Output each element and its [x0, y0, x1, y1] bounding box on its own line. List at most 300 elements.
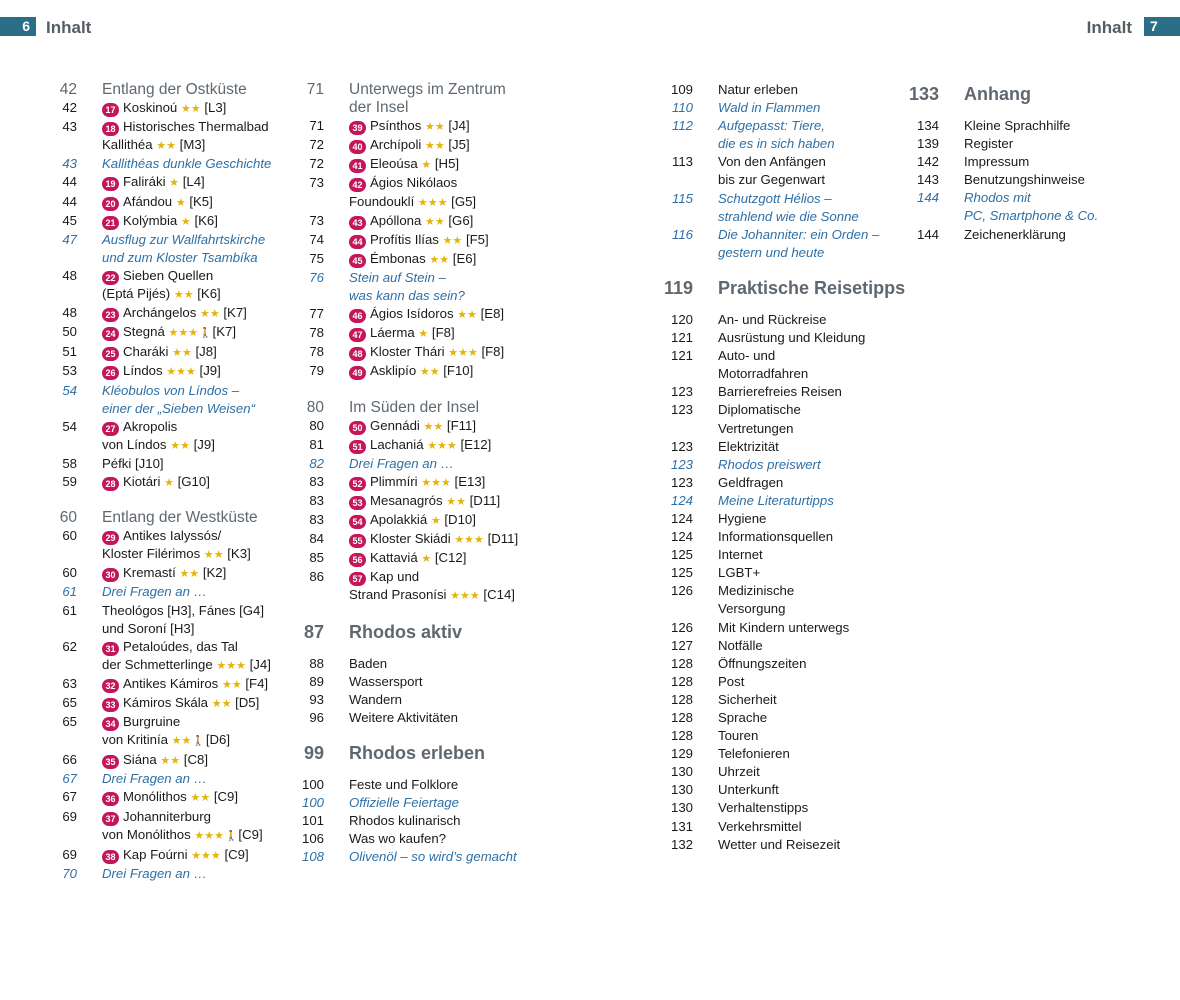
toc-entry — [300, 492, 550, 511]
entry-title — [102, 731, 296, 751]
rating-stars-icon: ★★★ — [216, 659, 246, 672]
toc-entry — [300, 436, 550, 455]
entry-title — [349, 362, 550, 381]
toc-entry — [664, 383, 904, 401]
page-number: 113 — [671, 154, 693, 170]
map-grid-reference: [F11] — [443, 417, 477, 433]
page-number: 89 — [309, 673, 324, 689]
entry-title — [102, 620, 296, 638]
entry-text: Barrierefreies Reisen — [718, 384, 842, 400]
entry-title — [102, 846, 296, 865]
toc-entry — [664, 691, 904, 709]
map-grid-reference: [E12] — [456, 436, 492, 452]
entry-title — [102, 231, 296, 249]
entry-title — [102, 155, 296, 173]
toc-entry — [905, 171, 1155, 189]
entry-title — [718, 600, 904, 618]
entry-text: Zeichenerklärung — [964, 226, 1066, 242]
entry-text: Antikes Ialyssós/ — [123, 528, 222, 544]
entry-text: Hygiene — [718, 510, 767, 526]
sight-number-badge: 57 — [349, 572, 366, 586]
entry-text: Internet — [718, 547, 763, 563]
page-number: 80 — [306, 398, 324, 416]
sight-number-badge: 25 — [102, 347, 119, 361]
page-number: 58 — [62, 455, 77, 471]
section-spacer — [300, 727, 550, 742]
page-number: 83 — [309, 512, 324, 528]
entry-title — [349, 530, 550, 549]
toc-section-heading — [300, 742, 550, 764]
map-grid-reference: [L4] — [179, 174, 205, 190]
rating-stars-icon: ★★ — [170, 439, 190, 452]
entry-text: und zum Kloster Tsambíka — [102, 249, 258, 265]
rating-stars-icon: ★★ — [429, 253, 450, 266]
entry-title — [102, 455, 296, 473]
entry-title — [718, 208, 904, 226]
map-grid-reference: [K3] — [223, 546, 251, 562]
page-number: 128 — [670, 655, 693, 671]
page-number: 101 — [301, 813, 324, 829]
entry-text: Monólithos — [123, 789, 187, 805]
entry-title — [349, 473, 550, 492]
rating-stars-icon: ★★ — [211, 698, 232, 710]
map-grid-reference: [K7] — [219, 305, 247, 321]
toc-entry — [664, 836, 904, 854]
entry-title — [349, 212, 550, 231]
map-grid-reference: [J9] — [189, 436, 215, 452]
toc-column-3 — [664, 81, 904, 854]
sight-number-badge: 52 — [349, 477, 366, 491]
section-spacer — [905, 105, 1155, 117]
toc-entry — [664, 153, 904, 171]
entry-title — [718, 673, 904, 691]
entry-title — [349, 794, 550, 812]
rating-stars-icon: ★★ — [179, 568, 200, 581]
entry-title — [718, 329, 904, 347]
sight-number-badge: 27 — [102, 422, 119, 436]
toc-entry — [56, 545, 296, 564]
toc-entry — [664, 673, 904, 691]
entry-text: Sieben Quellen — [123, 267, 214, 283]
toc-entry — [56, 620, 296, 638]
entry-title — [718, 438, 904, 456]
entry-title — [102, 304, 296, 323]
rating-stars-icon: ★ — [418, 328, 429, 341]
toc-entry — [664, 456, 904, 474]
toc-entry — [300, 305, 550, 324]
entry-text: Ausflug zur Wallfahrtskirche — [102, 231, 266, 247]
entry-title — [718, 171, 904, 189]
page-number: 134 — [916, 118, 939, 133]
page-number: 43 — [62, 119, 77, 135]
page-number: 65 — [62, 714, 77, 730]
entry-text: Kap und — [370, 569, 420, 585]
toc-entry — [664, 582, 904, 600]
entry-text: Informationsquellen — [718, 529, 834, 545]
page-number: 69 — [62, 808, 77, 824]
toc-column-4 — [905, 83, 1155, 244]
left-page-number-tab — [0, 17, 36, 36]
page-number: 60 — [59, 509, 77, 527]
entry-title — [102, 656, 296, 675]
entry-title — [964, 153, 1155, 171]
entry-title — [718, 311, 904, 329]
page-number: 125 — [670, 547, 693, 563]
page-number: 96 — [309, 709, 324, 725]
map-grid-reference: [D5] — [231, 695, 260, 710]
entry-text: Wald in Flammen — [718, 100, 821, 116]
rating-stars-icon: ★★ — [424, 140, 445, 153]
entry-text: die es in sich haben — [718, 136, 835, 152]
entry-text: (Eptá Pijés) — [102, 286, 171, 302]
entry-title — [718, 619, 904, 637]
entry-title — [102, 81, 296, 99]
map-grid-reference: [C8] — [180, 752, 208, 768]
entry-text: Unterwegs im Zentrum — [349, 81, 506, 98]
sight-number-badge: 21 — [102, 216, 119, 230]
entry-text: Olivenöl – so wird’s gemacht — [349, 849, 517, 865]
page-number: 73 — [309, 212, 324, 228]
toc-entry — [56, 731, 296, 751]
sight-number-badge: 40 — [349, 140, 366, 154]
rating-stars-icon: ★★ — [442, 234, 463, 247]
entry-title — [718, 781, 904, 799]
page-number: 76 — [309, 269, 324, 285]
entry-title — [964, 135, 1155, 153]
toc-entry — [300, 549, 550, 568]
page-number: 79 — [309, 363, 324, 379]
toc-entry — [664, 81, 904, 99]
toc-entry — [56, 656, 296, 675]
rating-stars-icon: ★★★ — [191, 849, 221, 862]
toc-entry — [664, 492, 904, 510]
entry-text: Telefonieren — [718, 746, 790, 762]
page-number: 106 — [301, 831, 324, 847]
map-grid-reference: [K6] — [190, 212, 218, 228]
page-number: 85 — [309, 550, 324, 566]
toc-entry — [300, 812, 550, 830]
entry-text: Was wo kaufen? — [349, 831, 446, 847]
toc-entry — [56, 751, 296, 770]
toc-entry — [56, 583, 296, 601]
entry-text: Stegná — [123, 324, 165, 340]
entry-text: Láerma — [370, 325, 415, 341]
entry-text: Rhodos erleben — [349, 742, 486, 763]
entry-text: Uhrzeit — [718, 764, 760, 780]
toc-entry — [56, 638, 296, 656]
entry-title — [349, 174, 550, 192]
toc-entry — [56, 527, 296, 545]
toc-entry — [664, 401, 904, 419]
rating-stars-icon: ★★★ — [194, 829, 224, 842]
entry-title — [349, 287, 550, 305]
entry-title — [102, 418, 296, 436]
entry-title — [102, 382, 296, 400]
page-number: 133 — [908, 84, 939, 104]
right-page-number: 7 — [1150, 18, 1158, 34]
toc-entry — [664, 474, 904, 492]
page-number: 129 — [670, 746, 693, 762]
entry-title — [102, 118, 296, 136]
rating-stars-icon: ★★★ — [421, 476, 451, 489]
toc-entry — [56, 304, 296, 323]
rating-stars-icon: ★★ — [419, 366, 440, 379]
entry-text: Charáki — [123, 344, 169, 360]
entry-title — [102, 602, 296, 620]
page-number: 86 — [309, 569, 324, 585]
entry-text: Wetter und Reisezeit — [718, 836, 841, 852]
toc-entry — [300, 794, 550, 812]
map-grid-reference: [K7] — [212, 324, 236, 340]
toc-entry — [300, 250, 550, 269]
rating-stars-icon: ★★ — [160, 755, 181, 768]
rating-stars-icon: ★★★ — [427, 439, 457, 452]
page-number: 81 — [309, 436, 324, 452]
toc-entry — [664, 420, 904, 438]
page-number: 119 — [664, 277, 694, 298]
toc-entry — [56, 808, 296, 826]
entry-text: strahlend wie die Sonne — [718, 208, 859, 224]
entry-title — [964, 171, 1155, 189]
toc-entry — [300, 287, 550, 305]
entry-text: Foundouklí — [349, 193, 415, 209]
entry-title — [102, 509, 296, 527]
sight-number-badge: 48 — [349, 347, 366, 361]
entry-text: Strand Prasonísi — [349, 587, 447, 603]
toc-entry — [664, 438, 904, 456]
entry-text: Afándou — [123, 193, 173, 209]
toc-entry — [300, 568, 550, 586]
page-number: 77 — [309, 306, 324, 322]
sight-number-badge: 18 — [102, 122, 119, 136]
map-grid-reference: [F5] — [462, 231, 489, 247]
entry-text: Wassersport — [349, 673, 423, 689]
entry-text: Eleoúsa — [370, 156, 418, 172]
entry-title — [102, 267, 296, 285]
sight-number-badge: 17 — [102, 103, 119, 117]
toc-section-heading — [300, 99, 550, 117]
page-number: 130 — [670, 800, 693, 816]
entry-text: von Líndos — [102, 436, 167, 452]
entry-title — [102, 193, 296, 212]
entry-text: Drei Fragen an … — [102, 771, 207, 787]
entry-text: Líndos — [123, 363, 163, 379]
entry-title — [718, 655, 904, 673]
entry-text: Kléobulos von Líndos – — [102, 382, 240, 398]
entry-title — [718, 383, 904, 401]
entry-text: Psínthos — [370, 118, 422, 134]
toc-section-heading — [56, 81, 296, 99]
page-number: 65 — [62, 695, 77, 710]
entry-title — [349, 691, 550, 709]
toc-section-heading — [300, 399, 550, 417]
toc-entry — [300, 530, 550, 549]
entry-text: Ágios Isídoros — [370, 306, 454, 322]
entry-title — [102, 694, 296, 713]
toc-entry — [664, 546, 904, 564]
rating-stars-icon: ★★★ — [168, 327, 199, 340]
entry-text: Kremastí — [123, 565, 176, 581]
map-grid-reference: [F10] — [439, 363, 474, 379]
entry-text: Archípoli — [370, 137, 422, 153]
entry-text: Kámiros Skála — [123, 695, 209, 710]
entry-title — [718, 510, 904, 528]
rating-stars-icon: ★★ — [203, 549, 224, 562]
entry-text: Touren — [718, 728, 759, 744]
page-number: 108 — [301, 849, 324, 865]
entry-text: Apolakkiá — [370, 512, 428, 528]
rating-stars-icon: ★★ — [221, 678, 242, 691]
page-number: 78 — [309, 325, 324, 341]
page-number: 70 — [62, 865, 77, 881]
map-grid-reference: [E13] — [450, 473, 486, 489]
sight-number-badge: 20 — [102, 197, 119, 211]
entry-title — [102, 564, 296, 583]
map-grid-reference: [L3] — [200, 100, 227, 116]
rating-stars-icon: ★★ — [425, 121, 445, 134]
toc-entry — [905, 189, 1155, 207]
entry-text: Impressum — [964, 154, 1030, 170]
entry-text: Kiotári — [123, 473, 161, 489]
sight-number-badge: 39 — [349, 121, 366, 135]
entry-title — [102, 173, 296, 192]
entry-title — [718, 745, 904, 763]
toc-section-heading — [300, 621, 550, 643]
entry-text: Lachaniá — [370, 436, 424, 452]
page-number: 123 — [670, 384, 693, 400]
entry-text: Unterkunft — [718, 782, 779, 798]
entry-text: Burgruine — [123, 714, 181, 730]
toc-entry — [56, 173, 296, 192]
page-number: 128 — [670, 673, 693, 689]
entry-text: Im Süden der Insel — [349, 398, 480, 416]
toc-entry — [300, 473, 550, 492]
sight-number-badge: 36 — [102, 792, 119, 806]
entry-text: Weitere Aktivitäten — [349, 709, 458, 725]
toc-entry — [56, 323, 296, 343]
toc-entry — [56, 136, 296, 155]
entry-text: von Kritinía — [102, 732, 168, 748]
page-number: 131 — [670, 818, 693, 834]
entry-title — [718, 564, 904, 582]
toc-entry — [664, 510, 904, 528]
page-number: 78 — [309, 344, 324, 360]
toc-entry — [300, 231, 550, 250]
rating-stars-icon: ★ — [169, 177, 180, 190]
hiking-person-icon: 🚶 — [224, 830, 238, 842]
rating-stars-icon: ★★ — [180, 103, 201, 116]
toc-entry — [300, 586, 550, 605]
entry-title — [102, 865, 296, 883]
toc-entry — [56, 400, 296, 418]
entry-text: Benutzungshinweise — [964, 172, 1085, 188]
toc-entry — [664, 818, 904, 836]
entry-title — [102, 362, 296, 381]
entry-title — [718, 492, 904, 510]
page-number: 128 — [670, 728, 693, 744]
toc-entry — [56, 675, 296, 694]
entry-title — [349, 511, 550, 530]
page-number: 144 — [916, 226, 939, 242]
page-number: 60 — [62, 565, 77, 581]
entry-title — [718, 836, 904, 854]
section-spacer — [300, 764, 550, 776]
toc-entry — [664, 655, 904, 673]
rating-stars-icon: ★ — [164, 476, 174, 489]
toc-entry — [905, 135, 1155, 153]
entry-title — [349, 673, 550, 691]
sight-number-badge: 45 — [349, 254, 366, 268]
entry-title — [718, 727, 904, 745]
entry-text: Akropolis — [123, 418, 178, 434]
rating-stars-icon: ★ — [421, 159, 432, 172]
page-number: 126 — [670, 619, 693, 635]
toc-entry — [56, 231, 296, 249]
entry-title — [102, 323, 296, 343]
entry-title — [102, 285, 296, 304]
toc-entry — [300, 655, 550, 673]
entry-text: Ágios Nikólaos — [370, 175, 458, 191]
page-number: 124 — [670, 510, 693, 526]
page-number: 143 — [916, 172, 939, 188]
entry-title — [349, 117, 550, 136]
toc-entry — [664, 190, 904, 208]
entry-title — [349, 324, 550, 343]
entry-title — [718, 81, 904, 99]
page-number: 87 — [303, 621, 324, 642]
entry-text: Kloster Skiádi — [370, 531, 451, 547]
toc-entry — [56, 694, 296, 713]
page-number: 62 — [62, 638, 77, 654]
toc-entry — [56, 826, 296, 846]
sight-number-badge: 47 — [349, 328, 366, 342]
entry-text: Verhaltenstipps — [718, 800, 809, 816]
toc-entry — [56, 362, 296, 381]
entry-title — [718, 709, 904, 727]
toc-entry — [664, 99, 904, 117]
entry-text: Post — [718, 673, 745, 689]
entry-title — [102, 343, 296, 362]
entry-text: Schutzgott Hélios – — [718, 190, 832, 206]
page-number: 67 — [62, 771, 77, 787]
entry-text: Mit Kindern unterwegs — [718, 619, 850, 635]
toc-entry — [664, 365, 904, 383]
page-number: 123 — [670, 456, 693, 472]
map-grid-reference: [E6] — [449, 250, 477, 266]
map-grid-reference: [J9] — [195, 363, 221, 379]
toc-entry — [300, 511, 550, 530]
toc-entry — [664, 117, 904, 135]
entry-title — [718, 818, 904, 836]
toc-entry — [56, 267, 296, 285]
page-number: 144 — [916, 190, 939, 206]
page-number: 124 — [670, 492, 693, 508]
entry-text: der Schmetterlinge — [102, 656, 213, 672]
entry-text: Gennádi — [370, 417, 420, 433]
page-number: 124 — [670, 529, 693, 545]
entry-text: Rhodos preiswert — [718, 456, 821, 472]
map-grid-reference: [K5] — [185, 193, 213, 209]
toc-entry — [664, 637, 904, 655]
entry-text: Siána — [123, 752, 157, 768]
rating-stars-icon: ★ — [430, 515, 441, 528]
page-number: 109 — [670, 82, 693, 97]
map-grid-reference: [K6] — [193, 286, 221, 302]
toc-entry — [300, 212, 550, 231]
page-number: 42 — [59, 81, 77, 98]
page-number: 139 — [916, 136, 939, 152]
entry-title — [349, 568, 550, 586]
